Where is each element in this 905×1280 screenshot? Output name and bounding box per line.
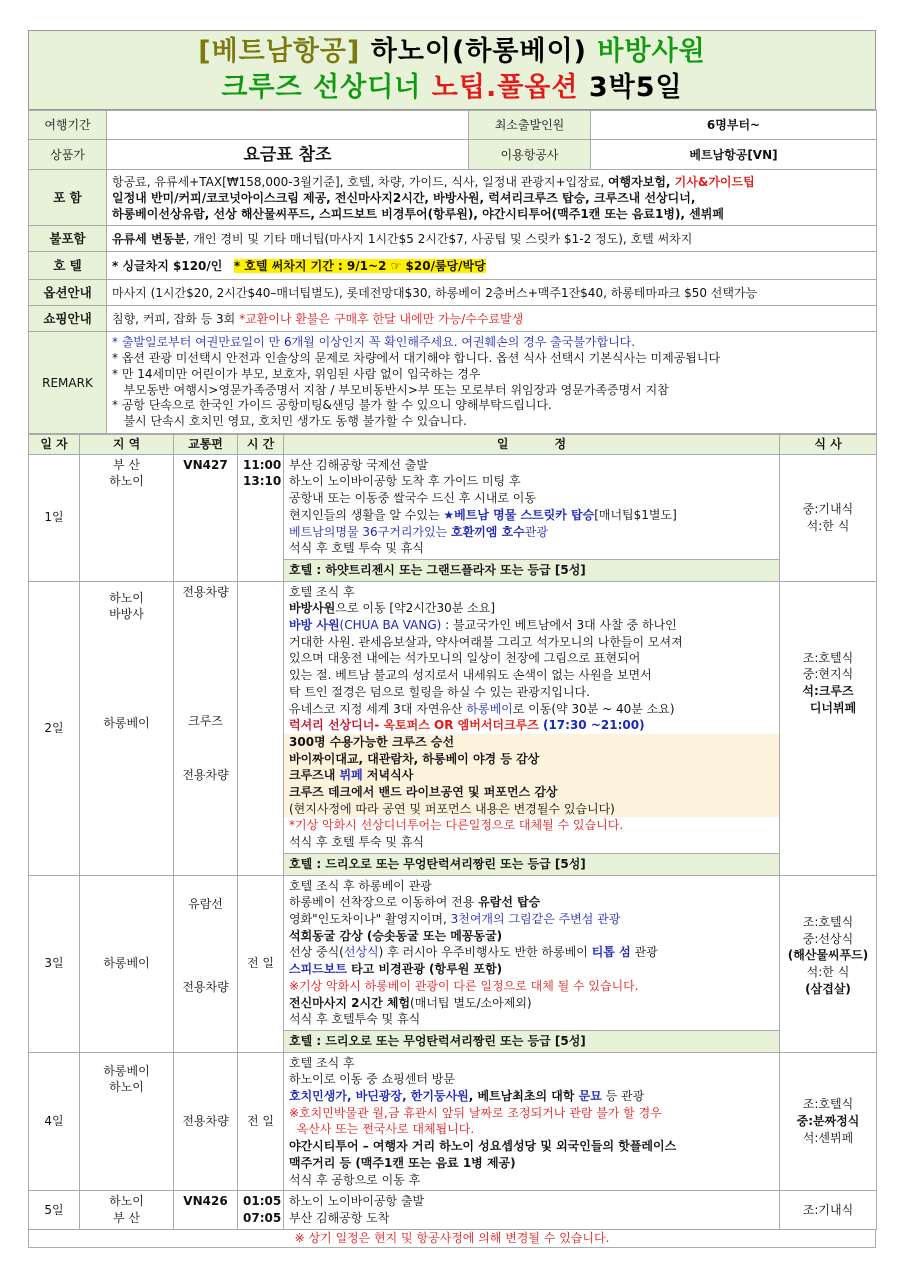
include-insurance: 여행자보험, <box>607 174 675 189</box>
shopping-label: 쇼핑안내 <box>29 306 107 332</box>
day2-transport-a: 전용차량 <box>182 584 229 599</box>
title-line-1 <box>29 31 875 70</box>
header-region: 지 역 <box>80 435 174 455</box>
day3-line: 영화"인도차이나" 촬영지이며, <box>289 911 451 926</box>
cruise-line: 300명 수용가능한 크루즈 승선 <box>289 734 455 749</box>
day2-transport <box>174 581 238 875</box>
day4-meal-line: 석:센뷔페 <box>802 1130 854 1145</box>
min-people-label: 최소출발인원 <box>469 111 591 140</box>
day3-time: 전 일 <box>238 875 284 1052</box>
remark-value <box>107 332 877 434</box>
day3-schedule <box>284 875 780 1030</box>
day5-time: 01:05 07:05 <box>238 1191 284 1229</box>
period-value <box>107 111 469 140</box>
day3-transport <box>174 875 238 1052</box>
hochiminh-sites: 호치민생가, 바딘광장, 한기둥사원 <box>289 1089 469 1104</box>
day3-line: 선상 중식( <box>289 945 344 960</box>
airline-label: 이용항공사 <box>469 140 591 170</box>
header-schedule: 일 정 <box>284 435 780 455</box>
hotel-label: 호 텔 <box>29 252 107 280</box>
cruise-buffet: 뷔페 <box>339 768 363 783</box>
title-cruise: 크루즈 선상디너 <box>221 72 422 103</box>
day1-flight: VN427 <box>174 454 238 581</box>
day1-line: 관광 <box>524 524 548 539</box>
day2-region-a: 하노이 바방사 <box>109 590 144 622</box>
day3-transport-b: 전용차량 <box>182 980 229 995</box>
day4-meal <box>780 1052 877 1191</box>
day3-label: 3일 <box>29 875 80 1052</box>
title-duration: 3박5일 <box>588 72 683 103</box>
day5-flight: VN426 <box>174 1191 238 1229</box>
day1-tip: [매너팁$1별도] <box>594 507 677 522</box>
day2-meal <box>780 581 877 875</box>
min-people-value: 6명부터~ <box>591 111 877 140</box>
include-label: 포 함 <box>29 170 107 226</box>
day2-time <box>238 581 284 875</box>
cruise-line: 바이짜이대교, 대관람차, 하롱베이 야경 등 감상 <box>289 751 540 766</box>
day2-region <box>80 581 174 875</box>
day5-label: 5일 <box>29 1191 80 1229</box>
day2-schedule <box>284 581 780 853</box>
cruise-line: 저녁식사 <box>362 768 414 783</box>
weather-note: ※기상 악화시 하롱베이 관광이 다른 일정으로 대체 될 수 있습니다. <box>289 978 639 993</box>
day3-transport-a: 유람선 <box>188 896 223 911</box>
day1-label: 1일 <box>29 454 80 581</box>
day2-line: 거대한 사원. 관세음보살과, 약사여래불 그리고 석가모니의 나한들이 모셔져 <box>289 634 683 649</box>
title-city: 하노이(하롱베이) <box>370 36 588 67</box>
hotel-value <box>107 252 877 280</box>
schedule-header <box>29 435 877 455</box>
header-transport: 교통편 <box>174 435 238 455</box>
remark-6: 불시 단속시 호치민 영묘, 호치민 생가도 동행 불가할 수 있습니다. <box>112 414 467 429</box>
exclude-text: , 개인 경비 및 기타 매너팁(마사지 1시간$5 2시간$7, 사공팁 및 스릿카 $1-2 정도), 호텔 써차지 <box>185 231 693 246</box>
day3-line: 석식 후 호텔투숙 및 휴식 <box>289 1012 421 1027</box>
title-line-2 <box>29 70 875 106</box>
day2-line: 으로 이동 [약2시간30분 소요] <box>335 601 496 616</box>
remark-1: * 출발일로부터 여권만료일이 만 6개월 이상인지 꼭 확인해주세요. 여권훼손의 경우 출국불가합니다. <box>112 335 636 350</box>
halong-bay: 하롱베이 <box>466 701 513 716</box>
day3-meal-line: (해산물씨푸드) <box>787 948 869 963</box>
day4-label: 4일 <box>29 1052 80 1191</box>
price-label: 상품가 <box>29 140 107 170</box>
day2-region-b: 하롱베이 <box>103 716 150 731</box>
day2-line: 유네스코 지정 세계 3대 자연유산 <box>289 701 467 716</box>
shopping-value <box>107 306 877 332</box>
remark-2: * 옵션 관광 미선택시 안전과 인솔상의 문제로 차량에서 대기해야 합니다. 옵션 식사 선택시 기본식사는 미제공됩니다 <box>112 350 721 365</box>
day3-line: 하롱베이 선착장으로 이동하여 전용 <box>289 895 479 910</box>
day4-transport: 전용차량 <box>174 1052 238 1191</box>
single-charge: * 싱글차지 $120/인 <box>112 258 223 273</box>
museum-note: ※호치민박물관 월,금 휴관시 앞뒤 날짜로 조정되거나 관람 불가 할 경우 <box>289 1105 662 1120</box>
day2-line: 있으며 대웅전 내에는 석가모니의 일상이 천장에 그림으로 표현되어 <box>289 651 641 666</box>
shopping-refund-note: *교환이나 환불은 구매후 한달 내에만 가능/수수료발생 <box>239 311 524 326</box>
museum-note: 옥산사 또는 쩐국사로 대체됩니다. <box>289 1122 475 1137</box>
day2-hotel: 호텔 : 드리오로 또는 무엉탄럭셔리짱린 또는 등급 [5성] <box>284 853 780 875</box>
day2-line: : 불교국가인 베트남에서 3대 사찰 중 하나인 <box>441 618 677 633</box>
day4-meal-line: 조:호텔식 <box>802 1097 854 1112</box>
include-text-2: 일정내 반미/커피/코코넛아이스크림 제공, 전신마사지2시간, 바방사원, 럭셔리크루즈 탑승, 크루즈내 선상디너, <box>112 190 696 205</box>
remark-5: * 공항 단속으로 한국인 가이드 공항미팅&샌딩 불가 할 수 있으니 양해부탁드립니다. <box>112 398 552 413</box>
day3-hotel: 호텔 : 드리오로 또는 무엉탄럭셔리짱린 또는 등급 [5성] <box>284 1030 780 1052</box>
shopping-text: 침향, 커피, 잡화 등 3회 <box>112 311 240 326</box>
cruise-name: 옥토퍼스 OR 엠버서더크루즈 <box>383 718 539 733</box>
day2-row <box>29 581 877 853</box>
header-meal: 식 사 <box>780 435 877 455</box>
info-table <box>28 110 877 434</box>
day3-meal-line: (삼겹살) <box>805 981 851 996</box>
day2-transport-c: 전용차량 <box>182 768 229 783</box>
header-day: 일 자 <box>29 435 80 455</box>
day3-region: 하롱베이 <box>80 875 174 1052</box>
day4-line: 호텔 조식 후 <box>289 1055 355 1070</box>
babang-temple: 바방사원 <box>289 601 336 616</box>
remark-4: 부모동반 여행시>영문가족증명서 지참 / 부모비동반시>부 또는 모로부터 위임장과 영문가족증명서 지참 <box>112 382 669 397</box>
day4-row <box>29 1052 877 1191</box>
night-city-tour: 야간시티투어 – 여행자 거리 하노이 성요셉성당 및 외국인들의 핫플레이스 <box>289 1139 677 1154</box>
cruise-note: (현지사정에 따라 공연 및 퍼포먼스 내용은 변경될수 있습니다) <box>289 801 615 816</box>
weather-note: *기상 악화시 선상디너투어는 다른일정으로 대체될 수 있습니다. <box>289 818 624 833</box>
day3-meal-line: 석:한 식 <box>806 964 850 979</box>
day4-time: 전 일 <box>238 1052 284 1191</box>
day2-line: 탁 트인 절경은 덤으로 힐링을 하실 수 있는 관광지입니다. <box>289 684 590 699</box>
cruise-boarding: 유람선 탑승 <box>478 895 541 910</box>
babang-temple-name: 바방 사원 <box>289 618 340 633</box>
day1-line: 부산 김해공항 국제선 출발 <box>289 457 428 472</box>
day3-line: 호텔 조식 후 하롱베이 관광 <box>289 878 432 893</box>
option-label: 옵션안내 <box>29 280 107 306</box>
cruise-line: 크루즈 데크에서 밴드 라이브공연 및 퍼포먼스 감상 <box>289 785 558 800</box>
period-label: 여행기간 <box>29 111 107 140</box>
cruise-line: 크루즈내 <box>289 768 340 783</box>
footer-note: ※ 상기 일정은 현지 및 항공사정에 의해 변경될 수 있습니다. <box>28 1230 876 1248</box>
cruise-highlight-box <box>284 734 779 818</box>
day4-meal-line: 중:분짜정식 <box>796 1114 860 1129</box>
day1-hotel: 호텔 : 하얏트리젠시 또는 그랜드플라자 또는 등급 [5성] <box>284 559 780 581</box>
day1-schedule <box>284 454 780 559</box>
day1-line: 베트남의명물 36구거리가있는 <box>289 524 452 539</box>
day4-region: 하롱베이 하노이 <box>80 1052 174 1191</box>
remark-label: REMARK <box>29 332 107 434</box>
day3-meal-line: 중:선상식 <box>802 931 854 946</box>
title-notip: 노팁.풀옵션 <box>431 72 579 103</box>
streetcar-highlight: ★베트남 명물 스트릿카 탑승 <box>443 507 595 522</box>
day2-label: 2일 <box>29 581 80 875</box>
itinerary-page <box>28 30 876 1248</box>
hotel-surcharge: * 호텔 써차지 기간 : 9/1~2 ☞ $20/룸당/박당 <box>233 258 486 273</box>
speedboat: 스피드보트 <box>289 962 347 977</box>
day3-line: ) 후 러시아 우주비행사도 반한 하롱베이 <box>378 945 592 960</box>
include-text-1: 항공료, 유류세+TAX[₩158,000-3월기준], 호텔, 차량, 가이드, 식사, 일정내 관광지+입장료, <box>112 174 608 189</box>
exclude-value <box>107 226 877 252</box>
airline-value: 베트남항공[VN] <box>591 140 877 170</box>
temple-of-literature: 문묘 <box>578 1089 602 1104</box>
day4-line: 석식 후 공항으로 이동 후 <box>289 1172 421 1187</box>
beer-street: 맥주거리 등 (맥주1캔 또는 음료 1병 제공) <box>289 1155 516 1170</box>
day2-line: 호텔 조식 후 <box>289 584 355 599</box>
price-value: 요금표 참조 <box>107 140 469 170</box>
hoan-kiem-highlight: 호환끼엠 호수 <box>451 524 525 539</box>
day3-line: 관광 <box>630 945 658 960</box>
boat-lunch: 선상식 <box>343 945 379 960</box>
include-tip: 기사&가이드팁 <box>674 174 755 189</box>
day1-line: 석식 후 호텔 투숙 및 휴식 <box>289 541 424 556</box>
exclude-fuel: 유류세 변동분 <box>112 231 186 246</box>
titop-island: 티톱 섬 <box>591 945 631 960</box>
include-value <box>107 170 877 226</box>
day1-time: 11:00 13:10 <box>238 454 284 581</box>
cave-tour: 석회동굴 감상 (승솟동굴 또는 메꽁동굴) <box>289 928 503 943</box>
day2-line: 석식 후 호텔 투숙 및 휴식 <box>289 835 424 850</box>
day2-meal-line: 석:크루즈 <box>802 684 854 699</box>
luxury-dinner: 럭셔리 선상디너- <box>289 718 384 733</box>
massage: 전신마사지 2시간 체험 <box>289 995 411 1010</box>
exclude-label: 불포함 <box>29 226 107 252</box>
day4-line: , 베트남최초의 대학 <box>468 1089 579 1104</box>
day3-row <box>29 875 877 1030</box>
islands-tour: 3천여개의 그림같은 주변섬 관광 <box>450 911 621 926</box>
title-airline: [베트남항공] <box>198 36 361 67</box>
day3-meal <box>780 875 877 1052</box>
day3-line: 타고 비경관광 (항루원 포함) <box>346 962 503 977</box>
day4-schedule <box>284 1052 780 1191</box>
title-banner <box>28 30 876 110</box>
day5-meal: 조:기내식 <box>780 1191 877 1229</box>
remark-3: * 만 14세미만 어린이가 부모, 보호자, 위임된 사람 없이 입국하는 경우 <box>112 366 481 381</box>
day1-line: 현지인들의 생활을 알 수있는 <box>289 507 444 522</box>
day2-meal-line: 디너뷔페 <box>809 700 857 715</box>
day5-line: 하노이 노이바이공항 출발 <box>289 1194 425 1209</box>
day2-meal-line: 중:현지식 <box>802 667 854 682</box>
day1-row <box>29 454 877 559</box>
schedule-table <box>28 434 877 1230</box>
day5-region: 하노이 부 산 <box>80 1191 174 1229</box>
day1-meal: 중:기내식 석:한 식 <box>780 454 877 581</box>
option-value: 마사지 (1시간$20, 2시간$40–매너팁별도), 롯데전망대$30, 하롱베이 2층버스+맥주1잔$40, 하롱테마파크 $50 선택가능 <box>107 280 877 306</box>
day5-row <box>29 1191 877 1229</box>
day2-line: 있는 절. 베트남 불교의 성지로서 내세워도 손색이 없는 사원을 보면서 <box>289 668 652 683</box>
day3-meal-line: 조:호텔식 <box>802 914 854 929</box>
day2-line: 로 이동(약 30분 ~ 40분 소요) <box>512 701 675 716</box>
header-time: 시 간 <box>238 435 284 455</box>
day2-meal-line: 조:호텔식 <box>802 650 854 665</box>
cruise-time: (17:30 ~21:00) <box>538 718 645 733</box>
day1-line: 공항내 또는 이동중 쌀국수 드신 후 시내로 이동 <box>289 491 536 506</box>
day5-line: 부산 김해공항 도착 <box>289 1210 390 1225</box>
title-temple: 바방사원 <box>597 36 706 67</box>
babang-temple-en: (CHUA BA VANG) <box>339 618 442 633</box>
day4-line: 하노이로 이동 중 쇼핑센터 방문 <box>289 1072 455 1087</box>
day4-line: 등 관광 <box>601 1089 645 1104</box>
massage-note: (매너팁 별도/소아제외) <box>410 995 532 1010</box>
day1-region: 부 산 하노이 <box>80 454 174 581</box>
day5-schedule <box>284 1191 780 1229</box>
day1-line: 하노이 노이바이공항 도착 후 가이드 미팅 후 <box>289 474 521 489</box>
include-text-3: 하롱베이선상유람, 선상 해산물씨푸드, 스피드보트 비경투어(항루원), 야간시티투어(맥주1캔 또는 음료1병), 센뷔페 <box>112 206 724 221</box>
day2-transport-b: 크루즈 <box>188 714 223 729</box>
